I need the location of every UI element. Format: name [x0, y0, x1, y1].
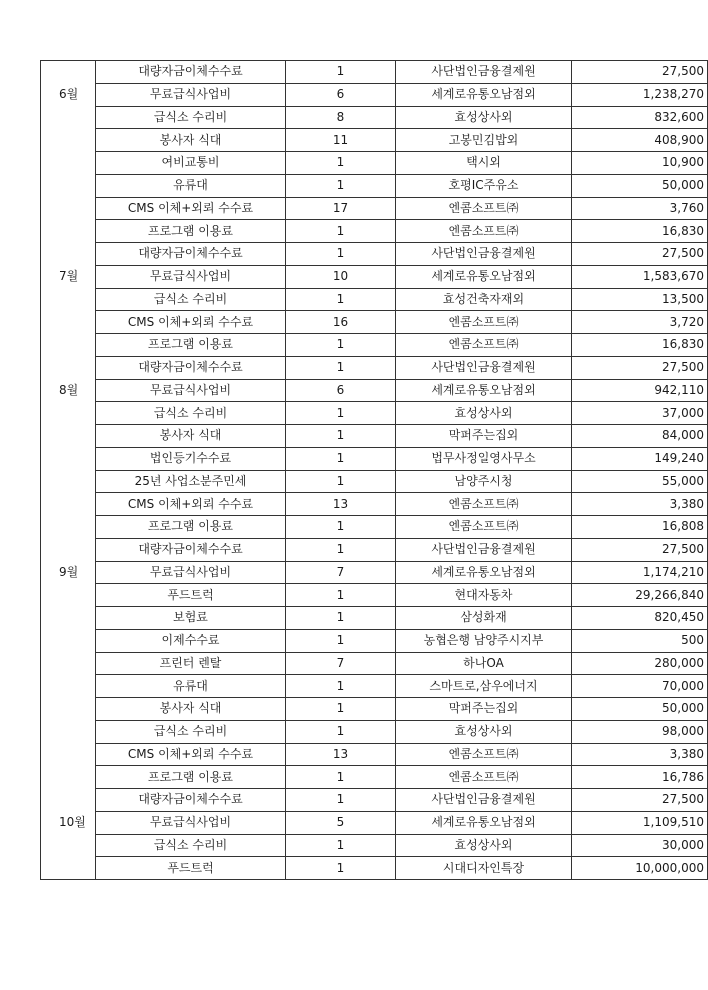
- amount-cell: 820,450: [572, 607, 708, 630]
- amount-cell: 3,380: [572, 743, 708, 766]
- amount-cell: 30,000: [572, 834, 708, 857]
- item-cell: 무료급식사업비: [96, 561, 286, 584]
- amount-cell: 13,500: [572, 288, 708, 311]
- month-cell: [41, 629, 96, 652]
- count-cell: 1: [286, 402, 396, 425]
- table-row: [41, 675, 708, 698]
- item-cell: 봉사자 식대: [96, 425, 286, 448]
- table-row: [41, 129, 708, 152]
- amount-cell: 98,000: [572, 720, 708, 743]
- table-row: [41, 197, 708, 220]
- vendor-cell: 세계로유통오남점외: [396, 379, 572, 402]
- month-cell: 9월: [41, 561, 96, 584]
- count-cell: 1: [286, 720, 396, 743]
- count-cell: 6: [286, 379, 396, 402]
- month-cell: [41, 516, 96, 539]
- vendor-cell: 삼성화재: [396, 607, 572, 630]
- count-cell: 1: [286, 447, 396, 470]
- month-cell: [41, 220, 96, 243]
- vendor-cell: 엔콤소프트㈜: [396, 766, 572, 789]
- table-row: [41, 607, 708, 630]
- count-cell: 1: [286, 243, 396, 266]
- vendor-cell: 남양주시청: [396, 470, 572, 493]
- item-cell: 대량자금이체수수료: [96, 789, 286, 812]
- item-cell: 봉사자 식대: [96, 129, 286, 152]
- count-cell: 17: [286, 197, 396, 220]
- month-cell: [41, 174, 96, 197]
- table-row: [41, 516, 708, 539]
- table-row: [41, 243, 708, 266]
- count-cell: 13: [286, 743, 396, 766]
- table-row: [41, 334, 708, 357]
- vendor-cell: 효성상사외: [396, 720, 572, 743]
- item-cell: 대량자금이체수수료: [96, 61, 286, 84]
- month-cell: [41, 402, 96, 425]
- vendor-cell: 막퍼주는집외: [396, 698, 572, 721]
- count-cell: 1: [286, 629, 396, 652]
- month-cell: [41, 584, 96, 607]
- amount-cell: 10,000,000: [572, 857, 708, 880]
- table-row: [41, 698, 708, 721]
- item-cell: 무료급식사업비: [96, 811, 286, 834]
- vendor-cell: 법무사정일영사무소: [396, 447, 572, 470]
- table-row: [41, 265, 708, 288]
- month-cell: [41, 493, 96, 516]
- count-cell: 1: [286, 516, 396, 539]
- amount-cell: 16,808: [572, 516, 708, 539]
- count-cell: 7: [286, 561, 396, 584]
- table-row: [41, 106, 708, 129]
- item-cell: 이제수수료: [96, 629, 286, 652]
- count-cell: 1: [286, 425, 396, 448]
- month-cell: [41, 356, 96, 379]
- item-cell: CMS 이체+외뢰 수수료: [96, 311, 286, 334]
- count-cell: 1: [286, 288, 396, 311]
- month-cell: 10월: [41, 811, 96, 834]
- count-cell: 1: [286, 356, 396, 379]
- month-cell: [41, 152, 96, 175]
- vendor-cell: 사단법인금융결제원: [396, 243, 572, 266]
- vendor-cell: 효성상사외: [396, 834, 572, 857]
- table-row: [41, 220, 708, 243]
- month-cell: [41, 698, 96, 721]
- vendor-cell: 세계로유통오남점외: [396, 811, 572, 834]
- amount-cell: 16,786: [572, 766, 708, 789]
- vendor-cell: 효성상사외: [396, 106, 572, 129]
- amount-cell: 37,000: [572, 402, 708, 425]
- count-cell: 1: [286, 857, 396, 880]
- month-cell: [41, 425, 96, 448]
- table-row: [41, 425, 708, 448]
- table-row: [41, 311, 708, 334]
- amount-cell: 3,380: [572, 493, 708, 516]
- month-cell: 8월: [41, 379, 96, 402]
- vendor-cell: 막퍼주는집외: [396, 425, 572, 448]
- item-cell: 무료급식사업비: [96, 379, 286, 402]
- vendor-cell: 시대디자인특장: [396, 857, 572, 880]
- amount-cell: 3,760: [572, 197, 708, 220]
- table-row: [41, 834, 708, 857]
- vendor-cell: 엔콤소프트㈜: [396, 197, 572, 220]
- item-cell: 푸드트럭: [96, 584, 286, 607]
- vendor-cell: 호평IC주유소: [396, 174, 572, 197]
- amount-cell: 84,000: [572, 425, 708, 448]
- item-cell: 급식소 수리비: [96, 834, 286, 857]
- table-row: [41, 174, 708, 197]
- month-cell: [41, 288, 96, 311]
- table-row: [41, 402, 708, 425]
- amount-cell: 50,000: [572, 174, 708, 197]
- month-cell: [41, 766, 96, 789]
- table-row: [41, 629, 708, 652]
- item-cell: 대량자금이체수수료: [96, 356, 286, 379]
- month-cell: [41, 743, 96, 766]
- count-cell: 16: [286, 311, 396, 334]
- count-cell: 5: [286, 811, 396, 834]
- amount-cell: 50,000: [572, 698, 708, 721]
- month-cell: 7월: [41, 265, 96, 288]
- table-row: [41, 356, 708, 379]
- vendor-cell: 세계로유통오남점외: [396, 83, 572, 106]
- table-row: [41, 811, 708, 834]
- amount-cell: 70,000: [572, 675, 708, 698]
- table-row: [41, 493, 708, 516]
- item-cell: CMS 이체+외뢰 수수료: [96, 743, 286, 766]
- table-row: [41, 447, 708, 470]
- vendor-cell: 스마트로,삼우에너지: [396, 675, 572, 698]
- table-row: [41, 538, 708, 561]
- amount-cell: 27,500: [572, 538, 708, 561]
- table-row: [41, 789, 708, 812]
- amount-cell: 1,238,270: [572, 83, 708, 106]
- amount-cell: 16,830: [572, 334, 708, 357]
- count-cell: 1: [286, 675, 396, 698]
- count-cell: 1: [286, 789, 396, 812]
- table-row: [41, 720, 708, 743]
- month-cell: [41, 106, 96, 129]
- amount-cell: 27,500: [572, 789, 708, 812]
- count-cell: 8: [286, 106, 396, 129]
- item-cell: CMS 이체+외뢰 수수료: [96, 493, 286, 516]
- amount-cell: 55,000: [572, 470, 708, 493]
- item-cell: 프린터 렌탈: [96, 652, 286, 675]
- vendor-cell: 사단법인금융결제원: [396, 356, 572, 379]
- month-cell: [41, 197, 96, 220]
- vendor-cell: 엔콤소프트㈜: [396, 220, 572, 243]
- table-row: [41, 652, 708, 675]
- amount-cell: 280,000: [572, 652, 708, 675]
- expense-table: [40, 60, 708, 880]
- count-cell: 11: [286, 129, 396, 152]
- month-cell: [41, 334, 96, 357]
- item-cell: 프로그램 이용료: [96, 516, 286, 539]
- count-cell: 1: [286, 220, 396, 243]
- item-cell: 25년 사업소분주민세: [96, 470, 286, 493]
- item-cell: 급식소 수리비: [96, 106, 286, 129]
- month-cell: [41, 129, 96, 152]
- vendor-cell: 엔콤소프트㈜: [396, 493, 572, 516]
- count-cell: 13: [286, 493, 396, 516]
- amount-cell: 29,266,840: [572, 584, 708, 607]
- count-cell: 1: [286, 584, 396, 607]
- amount-cell: 942,110: [572, 379, 708, 402]
- expense-table-body: [41, 61, 708, 880]
- table-row: [41, 743, 708, 766]
- amount-cell: 832,600: [572, 106, 708, 129]
- count-cell: 1: [286, 152, 396, 175]
- vendor-cell: 사단법인금융결제원: [396, 538, 572, 561]
- table-row: [41, 288, 708, 311]
- vendor-cell: 사단법인금융결제원: [396, 61, 572, 84]
- amount-cell: 3,720: [572, 311, 708, 334]
- table-row: [41, 470, 708, 493]
- vendor-cell: 하나OA: [396, 652, 572, 675]
- vendor-cell: 현대자동차: [396, 584, 572, 607]
- count-cell: 1: [286, 766, 396, 789]
- amount-cell: 10,900: [572, 152, 708, 175]
- item-cell: 유류대: [96, 174, 286, 197]
- item-cell: 무료급식사업비: [96, 83, 286, 106]
- count-cell: 1: [286, 61, 396, 84]
- amount-cell: 27,500: [572, 243, 708, 266]
- vendor-cell: 세계로유통오남점외: [396, 561, 572, 584]
- item-cell: 프로그램 이용료: [96, 766, 286, 789]
- amount-cell: 1,174,210: [572, 561, 708, 584]
- item-cell: 법인등기수수료: [96, 447, 286, 470]
- table-row: [41, 561, 708, 584]
- table-row: [41, 379, 708, 402]
- item-cell: 푸드트럭: [96, 857, 286, 880]
- vendor-cell: 효성상사외: [396, 402, 572, 425]
- vendor-cell: 농협은행 남양주시지부: [396, 629, 572, 652]
- count-cell: 1: [286, 834, 396, 857]
- table-row: [41, 152, 708, 175]
- item-cell: 여비교통비: [96, 152, 286, 175]
- month-cell: [41, 470, 96, 493]
- month-cell: [41, 243, 96, 266]
- item-cell: 급식소 수리비: [96, 402, 286, 425]
- count-cell: 1: [286, 174, 396, 197]
- month-cell: [41, 834, 96, 857]
- item-cell: 대량자금이체수수료: [96, 538, 286, 561]
- vendor-cell: 고봉민김밥외: [396, 129, 572, 152]
- vendor-cell: 효성건축자재외: [396, 288, 572, 311]
- amount-cell: 16,830: [572, 220, 708, 243]
- amount-cell: 1,583,670: [572, 265, 708, 288]
- vendor-cell: 택시외: [396, 152, 572, 175]
- item-cell: 무료급식사업비: [96, 265, 286, 288]
- count-cell: 10: [286, 265, 396, 288]
- month-cell: [41, 61, 96, 84]
- table-row: [41, 766, 708, 789]
- month-cell: 6월: [41, 83, 96, 106]
- count-cell: 1: [286, 470, 396, 493]
- vendor-cell: 엔콤소프트㈜: [396, 516, 572, 539]
- month-cell: [41, 857, 96, 880]
- table-row: [41, 83, 708, 106]
- vendor-cell: 엔콤소프트㈜: [396, 311, 572, 334]
- item-cell: 대량자금이체수수료: [96, 243, 286, 266]
- month-cell: [41, 447, 96, 470]
- amount-cell: 408,900: [572, 129, 708, 152]
- month-cell: [41, 675, 96, 698]
- count-cell: 6: [286, 83, 396, 106]
- item-cell: 급식소 수리비: [96, 720, 286, 743]
- item-cell: 보험료: [96, 607, 286, 630]
- vendor-cell: 세계로유통오남점외: [396, 265, 572, 288]
- amount-cell: 149,240: [572, 447, 708, 470]
- count-cell: 1: [286, 607, 396, 630]
- table-row: [41, 584, 708, 607]
- vendor-cell: 엔콤소프트㈜: [396, 743, 572, 766]
- count-cell: 1: [286, 698, 396, 721]
- table-row: [41, 61, 708, 84]
- item-cell: 급식소 수리비: [96, 288, 286, 311]
- amount-cell: 27,500: [572, 61, 708, 84]
- month-cell: [41, 538, 96, 561]
- table-row: [41, 857, 708, 880]
- amount-cell: 500: [572, 629, 708, 652]
- month-cell: [41, 789, 96, 812]
- item-cell: CMS 이체+외뢰 수수료: [96, 197, 286, 220]
- month-cell: [41, 607, 96, 630]
- count-cell: 1: [286, 538, 396, 561]
- item-cell: 유류대: [96, 675, 286, 698]
- item-cell: 봉사자 식대: [96, 698, 286, 721]
- month-cell: [41, 311, 96, 334]
- vendor-cell: 사단법인금융결제원: [396, 789, 572, 812]
- amount-cell: 27,500: [572, 356, 708, 379]
- amount-cell: 1,109,510: [572, 811, 708, 834]
- item-cell: 프로그램 이용료: [96, 334, 286, 357]
- month-cell: [41, 720, 96, 743]
- item-cell: 프로그램 이용료: [96, 220, 286, 243]
- month-cell: [41, 652, 96, 675]
- vendor-cell: 엔콤소프트㈜: [396, 334, 572, 357]
- count-cell: 7: [286, 652, 396, 675]
- count-cell: 1: [286, 334, 396, 357]
